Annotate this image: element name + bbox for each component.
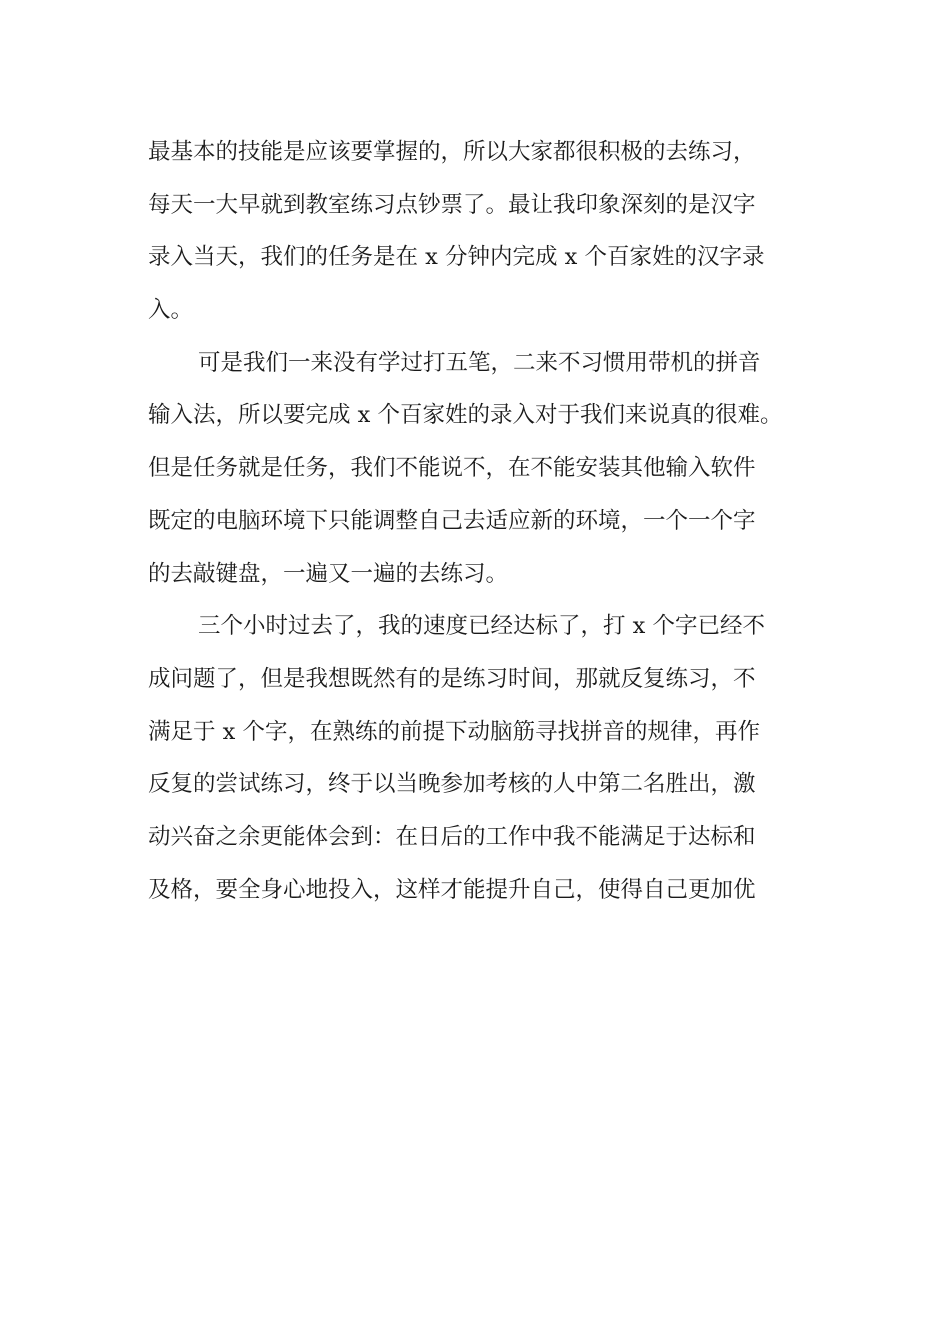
text-line: 最基本的技能是应该要掌握的，所以大家都很积极的去练习，: [148, 139, 756, 165]
text-line: 入。: [148, 297, 194, 324]
text-line: 的去敲键盘，一遍又一遍的去练习。: [148, 560, 509, 587]
text-line: 每天一大早就到教室练习点钞票了。最让我印象深刻的是汉字: [148, 191, 756, 218]
body-text: [148, 126, 828, 916]
text-line: 但是任务就是任务，我们不能说不，在不能安装其他输入软件: [148, 455, 756, 482]
paragraph-first-line: 三个小时过去了，我的速度已经达标了，打 x 个字已经不: [198, 613, 765, 640]
text-line: 满足于 x 个字，在熟练的前提下动脑筋寻找拼音的规律，再作: [148, 718, 760, 745]
text-line: 成问题了，但是我想既然有的是练习时间，那就反复练习，不: [148, 665, 756, 692]
text-line: 及格，要全身心地投入，这样才能提升自己，使得自己更加优: [148, 876, 756, 903]
text-line: 录入当天，我们的任务是在 x 分钟内完成 x 个百家姓的汉字录: [148, 244, 765, 271]
text-line: 反复的尝试练习，终于以当晚参加考核的人中第二名胜出，激: [148, 771, 756, 798]
text-line: 动兴奋之余更能体会到：在日后的工作中我不能满足于达标和: [148, 823, 756, 850]
paragraph-first-line: 可是我们一来没有学过打五笔，二来不习惯用带机的拼音: [198, 349, 761, 376]
text-line: 既定的电脑环境下只能调整自己去适应新的环境，一个一个字: [148, 507, 756, 534]
text-line: 输入法，所以要完成 x 个百家姓的录入对于我们来说真的很难。: [148, 402, 783, 429]
